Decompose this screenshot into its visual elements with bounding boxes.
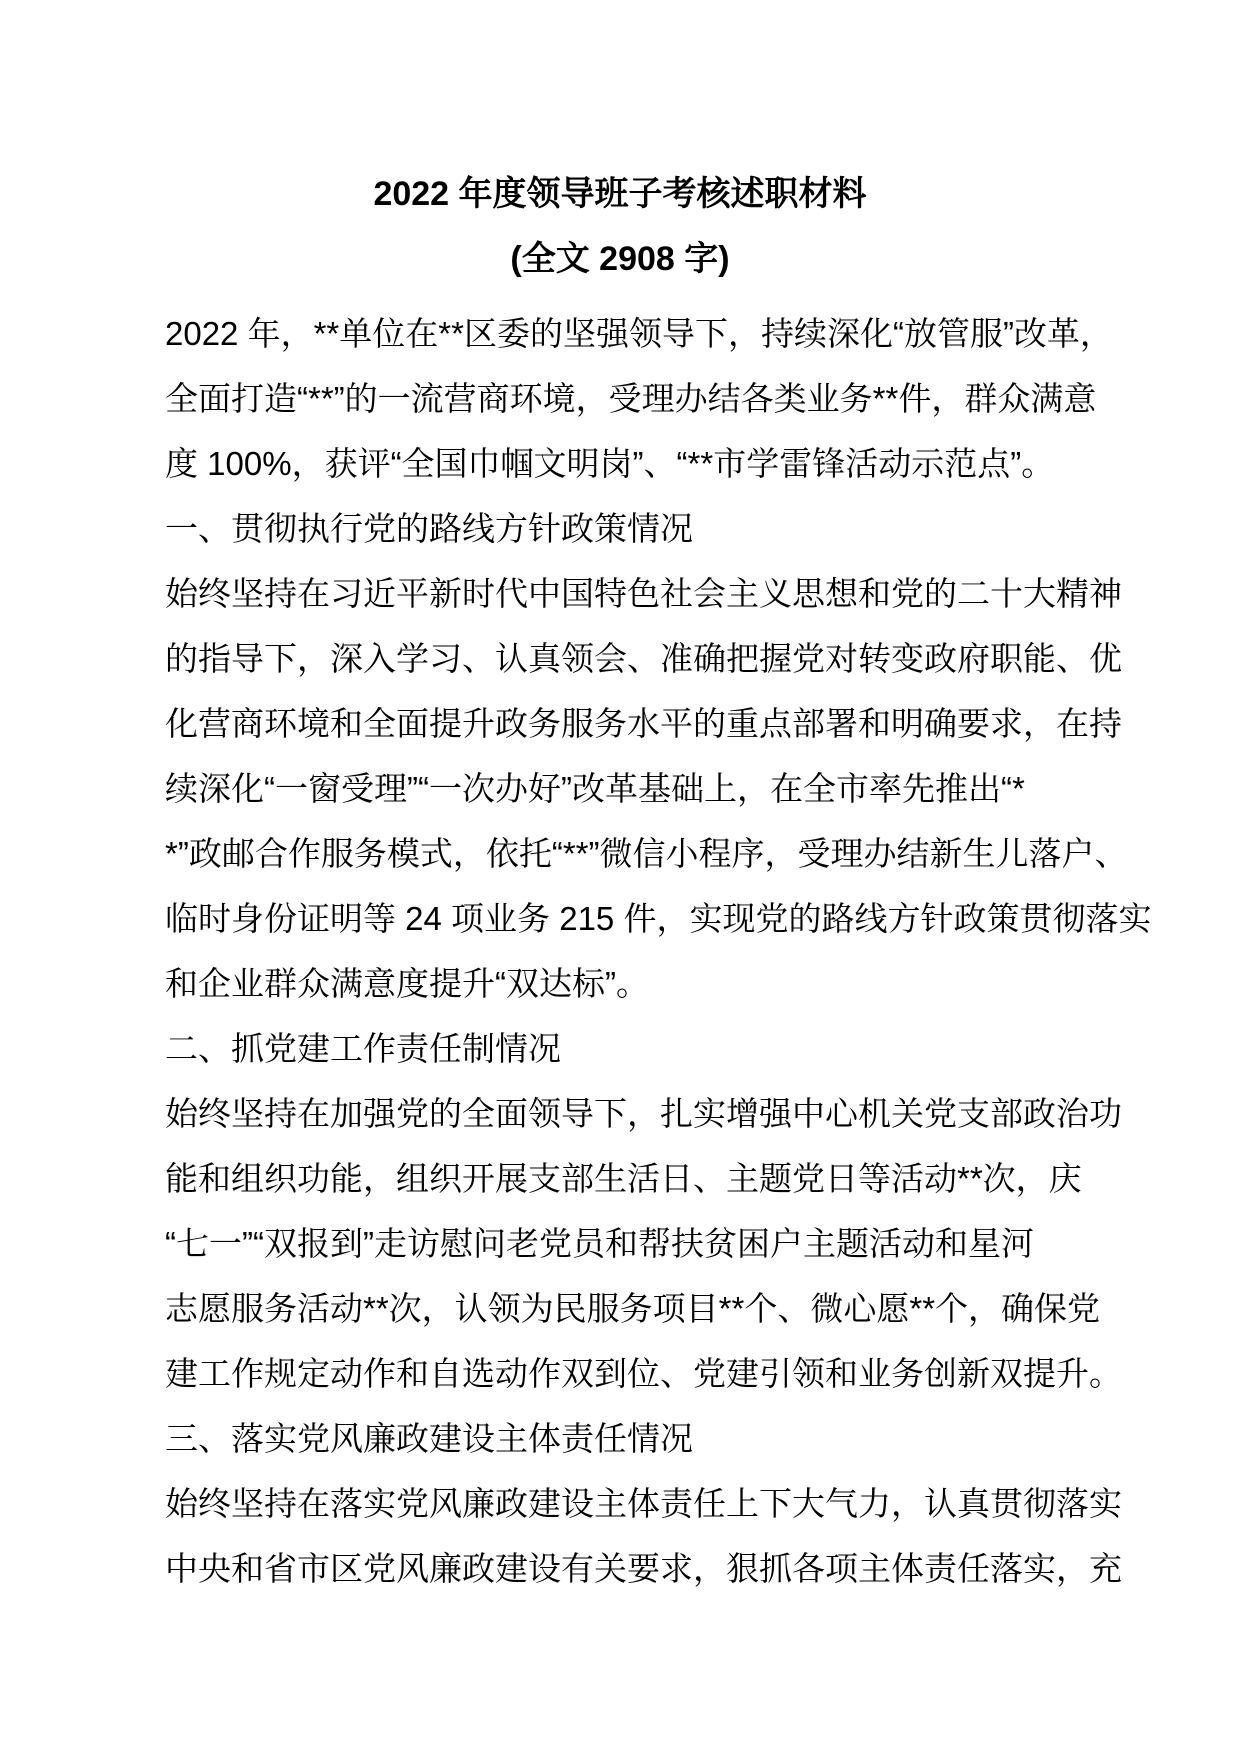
body-text-line: 志愿服务活动**次，认领为民服务项目**个、微心愿**个，确保党: [165, 1290, 1101, 1327]
body-text-line: 能和组织功能，组织开展支部生活日、主题党日等活动**次，庆: [165, 1160, 1082, 1197]
body-text-line: 建工作规定动作和自选动作双到位、党建引领和业务创新双提升。: [165, 1355, 1122, 1392]
section-heading: 一、贯彻执行党的路线方针政策情况: [165, 510, 693, 547]
document-subtitle: (全文 2908 字): [510, 240, 730, 278]
body-text-line: “七一”“双报到”走访慰问老党员和帮扶贫困户主题活动和星河: [165, 1225, 1034, 1262]
body-text-line: 和企业群众满意度提升“双达标”。: [165, 965, 649, 1002]
paragraph: [165, 1081, 1122, 1406]
body-text-line: 续深化“一窗受理”“一次办好”改革基础上，在全市率先推出“*: [165, 770, 1025, 807]
body-text-line: 临时身份证明等 24 项业务 215 件，实现党的路线方针政策贯彻落实: [165, 900, 1152, 937]
document-title: 2022 年度领导班子考核述职材料: [373, 175, 867, 213]
body-text-line: 的指导下，深入学习、认真领会、准确把握党对转变政府职能、优: [165, 640, 1122, 677]
document-content: [165, 162, 1152, 1601]
body-text-line: 始终坚持在习近平新时代中国特色社会主义思想和党的二十大精神: [165, 575, 1122, 612]
paragraph: [165, 1471, 1122, 1601]
body-text-line: 2022 年，**单位在**区委的坚强领导下，持续深化“放管服”改革，: [165, 315, 1113, 352]
body-text-line: 度 100%，获评“全国巾帼文明岗”、“**市学雷锋活动示范点”。: [165, 445, 1055, 482]
body-text-line: 中央和省市区党风廉政建设有关要求，狠抓各项主体责任落实，充: [165, 1550, 1122, 1587]
body-text-line: 全面打造“**”的一流营商环境，受理办结各类业务**件，群众满意: [165, 380, 1097, 417]
paragraph: [165, 561, 1152, 1016]
body-text-line: *”政邮合作服务模式，依托“**”微信小程序，受理办结新生儿落户、: [165, 835, 1128, 872]
paragraph: [165, 301, 1113, 496]
section-heading: 三、落实党风廉政建设主体责任情况: [165, 1420, 693, 1457]
body-text-line: 始终坚持在落实党风廉政建设主体责任上下大气力，认真贯彻落实: [165, 1485, 1122, 1522]
section-heading: 二、抓党建工作责任制情况: [165, 1030, 561, 1067]
body-text-line: 始终坚持在加强党的全面领导下，扎实增强中心机关党支部政治功: [165, 1095, 1122, 1132]
body-text-line: 化营商环境和全面提升政务服务水平的重点部署和明确要求，在持: [165, 705, 1122, 742]
